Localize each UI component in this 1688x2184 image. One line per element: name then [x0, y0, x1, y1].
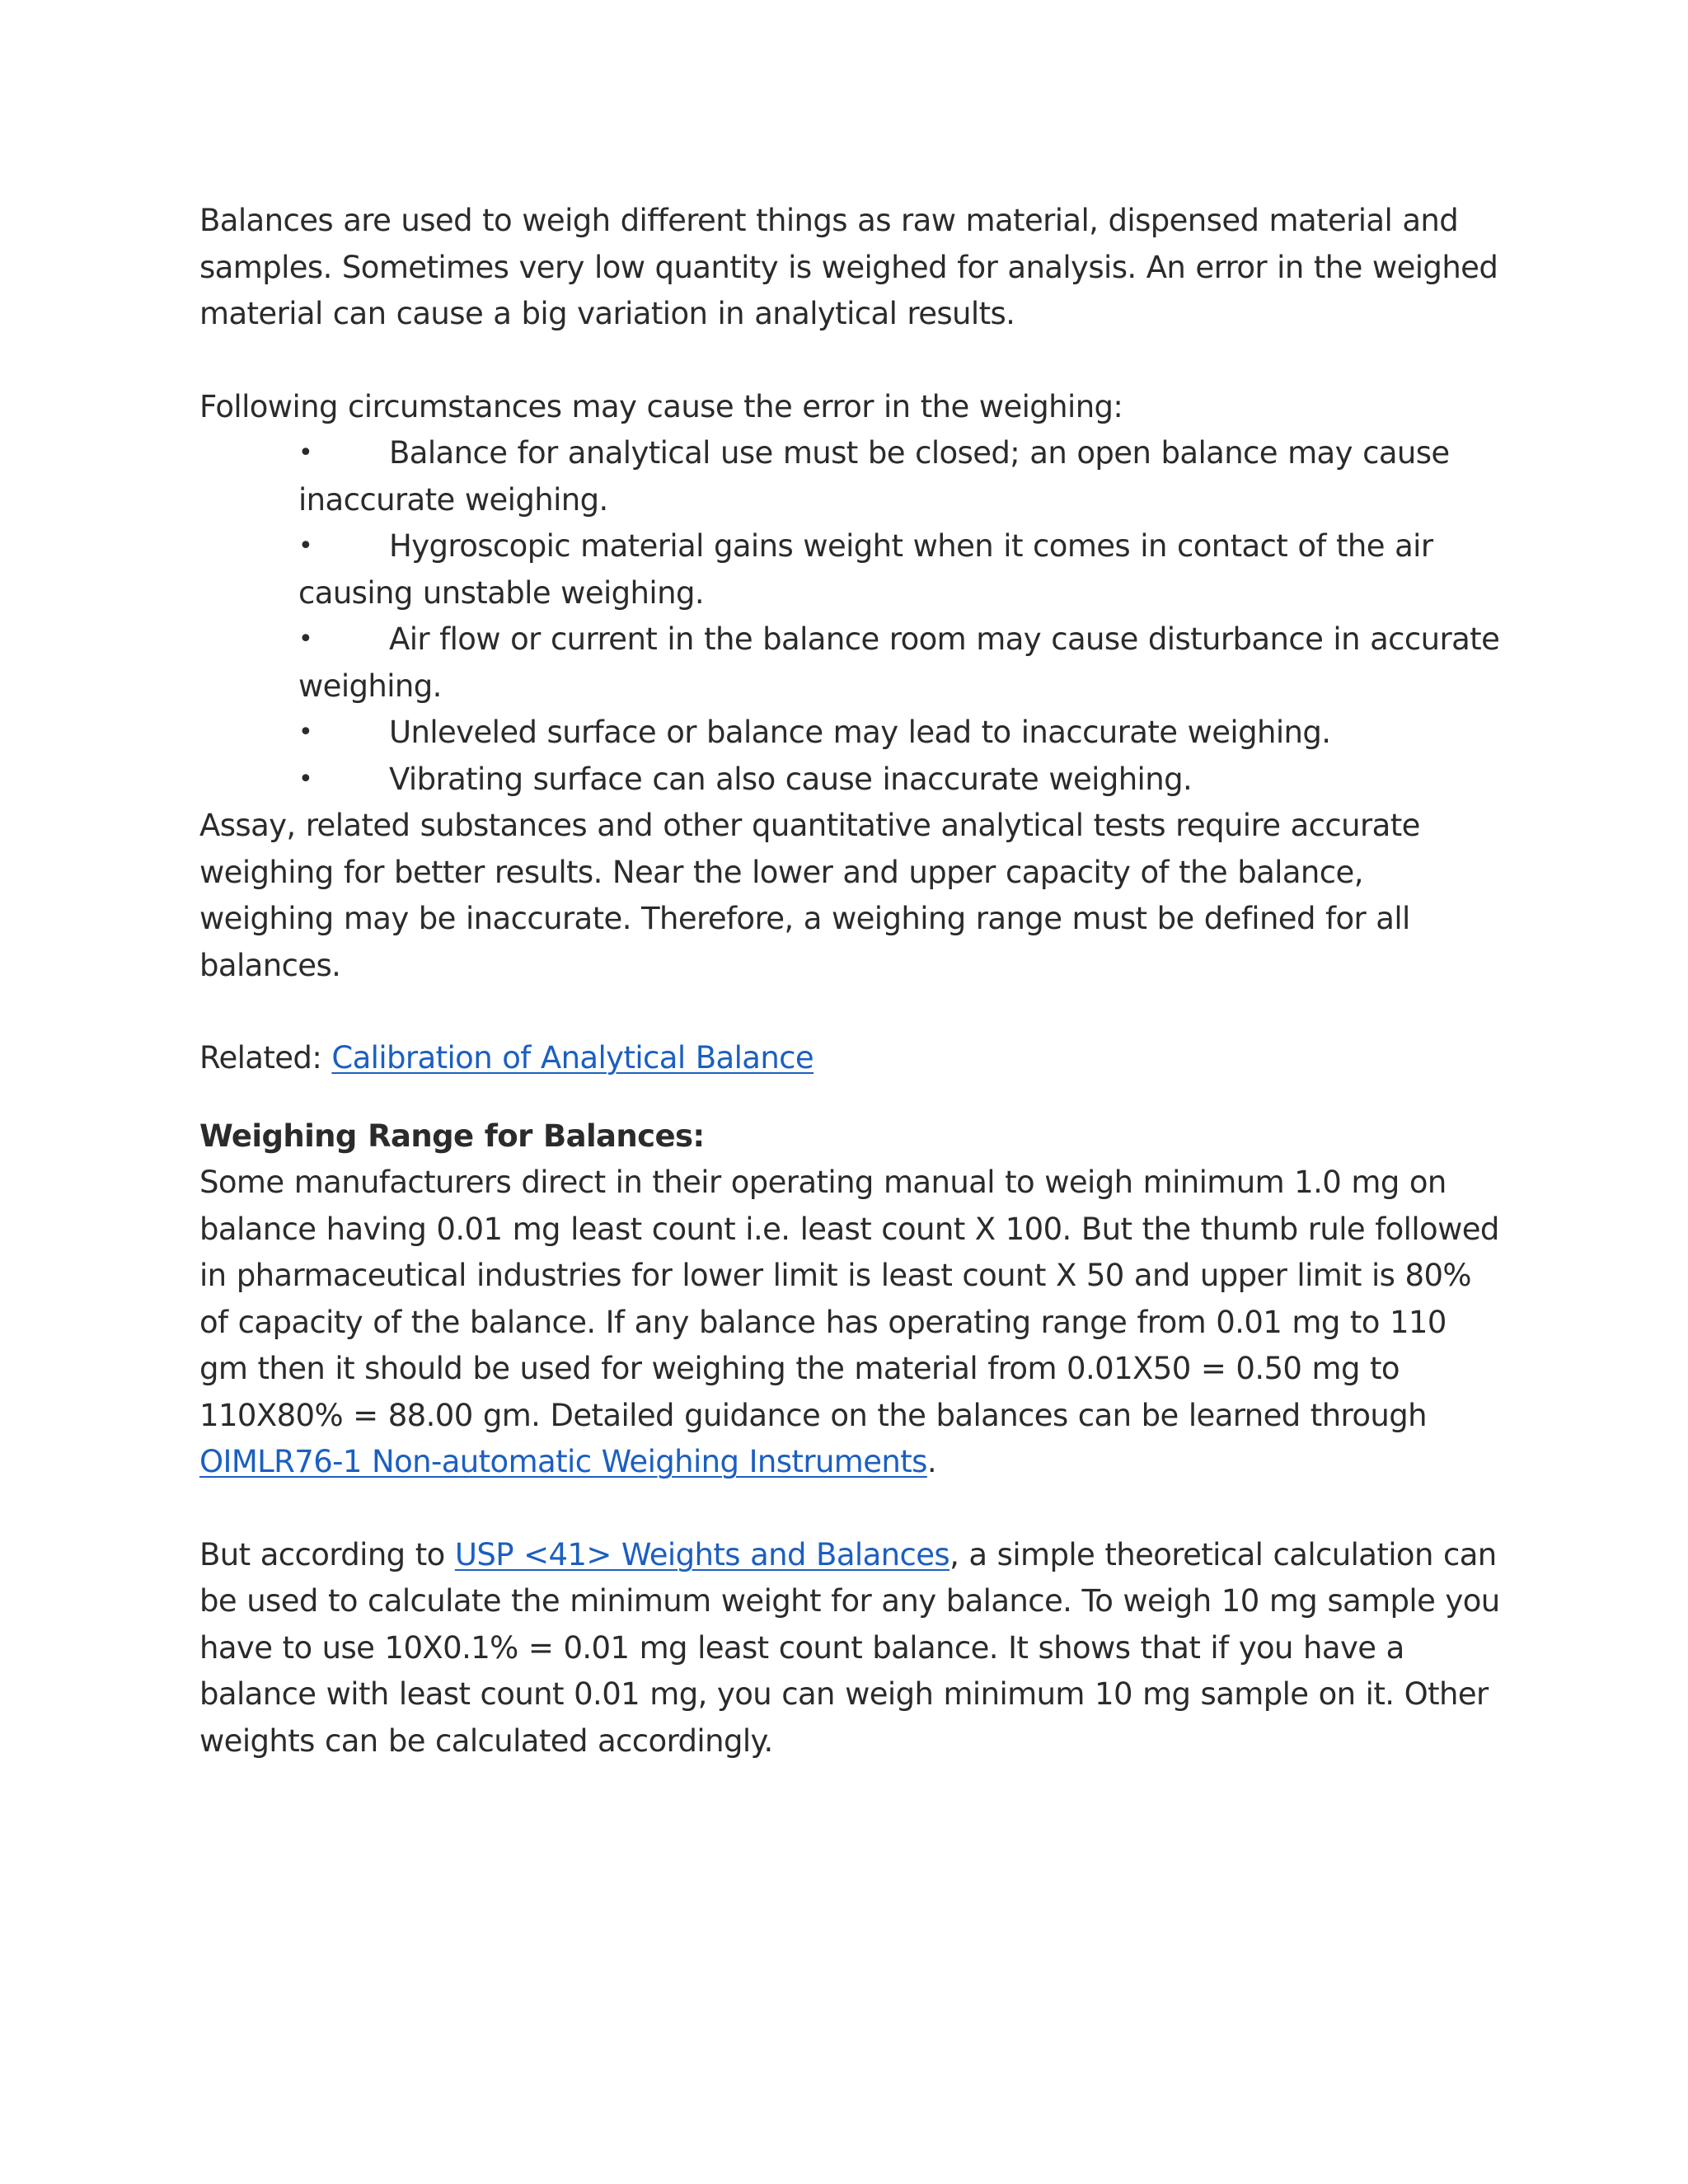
list-item [298, 710, 1502, 757]
calibration-link[interactable]: Calibration of Analytical Balance [331, 1040, 814, 1076]
spacer [199, 989, 1502, 1035]
list-item-text: Balance for analytical use must be closed; an open balance may cause inaccurate weighing. [298, 435, 1450, 518]
bullet-icon: • [298, 625, 313, 654]
list-item [298, 523, 1502, 616]
list-item [298, 616, 1502, 710]
intro-paragraph: Balances are used to weigh different things as raw material, dispensed material and samples. Sometimes very low quantity is weighed for analysis. An error in the weighed material can cause a big variation in analytical results. [199, 203, 1498, 331]
circumstances-list [199, 430, 1502, 803]
bullet-icon: • [298, 532, 313, 560]
circumstances-lead: Following circumstances may cause the error in the weighing: [199, 388, 1123, 424]
list-item [298, 757, 1502, 804]
spacer [199, 1486, 1502, 1532]
usp-text: , a simple theoretical calculation can be used to calculate the minimum weight for any balance. To weigh 10 mg sample you have to use 10X0.1% = 0.01 mg least count balance. It shows that if you have a balance with least count 0.01 mg, you can weigh minimum 10 mg sample on it. Other weights can be calculated accordingly. [199, 1536, 1500, 1759]
sentence-end: . [926, 1444, 937, 1479]
list-item-text: Hygroscopic material gains weight when it comes in contact of the air causing unstable weighing. [298, 528, 1433, 611]
bullet-icon: • [298, 438, 313, 467]
spacer [199, 1082, 1502, 1113]
usp-prefix: But according to [199, 1536, 455, 1572]
list-item-text: Air flow or current in the balance room may cause disturbance in accurate weighing. [298, 621, 1500, 704]
usp-paragraph [199, 1532, 1502, 1765]
spacer [199, 338, 1502, 384]
bullet-icon: • [298, 764, 313, 794]
oiml-link[interactable]: OIMLR76-1 Non-automatic Weighing Instruments [199, 1444, 927, 1479]
usp-link[interactable]: USP <41> Weights and Balances [454, 1536, 950, 1572]
related-line [199, 1035, 1502, 1082]
weighing-range-heading: Weighing Range for Balances: [199, 1118, 705, 1154]
related-label: Related: [199, 1040, 332, 1076]
list-item-text: Vibrating surface can also cause inaccurate weighing. [389, 761, 1193, 797]
bullet-icon: • [298, 718, 313, 747]
weighing-range-text: Some manufacturers direct in their operating manual to weigh minimum 1.0 mg on balance having 0.01 mg least count i.e. least count X 100. But the thumb rule followed in pharmaceutical industries for lower limit is least count X 50 and upper limit is 80% of capacity of the balance. If any balance has operating range from 0.01 mg to 110 gm then it should be used for weighing the material from 0.01X50 = 0.50 mg to 110X80% = 88.00 gm. Detailed guidance on the balances can be learned through [199, 1165, 1499, 1433]
list-item [298, 430, 1502, 523]
weighing-range-paragraph [199, 1160, 1502, 1486]
list-item-text: Unleveled surface or balance may lead to inaccurate weighing. [389, 715, 1331, 750]
document-page [199, 198, 1502, 1765]
assay-paragraph: Assay, related substances and other quantitative analytical tests require accurate weighing for better results. Near the lower and upper capacity of the balance, weighing may be inaccurate. Therefore, a weighing range must be defined for all balances. [199, 808, 1420, 983]
